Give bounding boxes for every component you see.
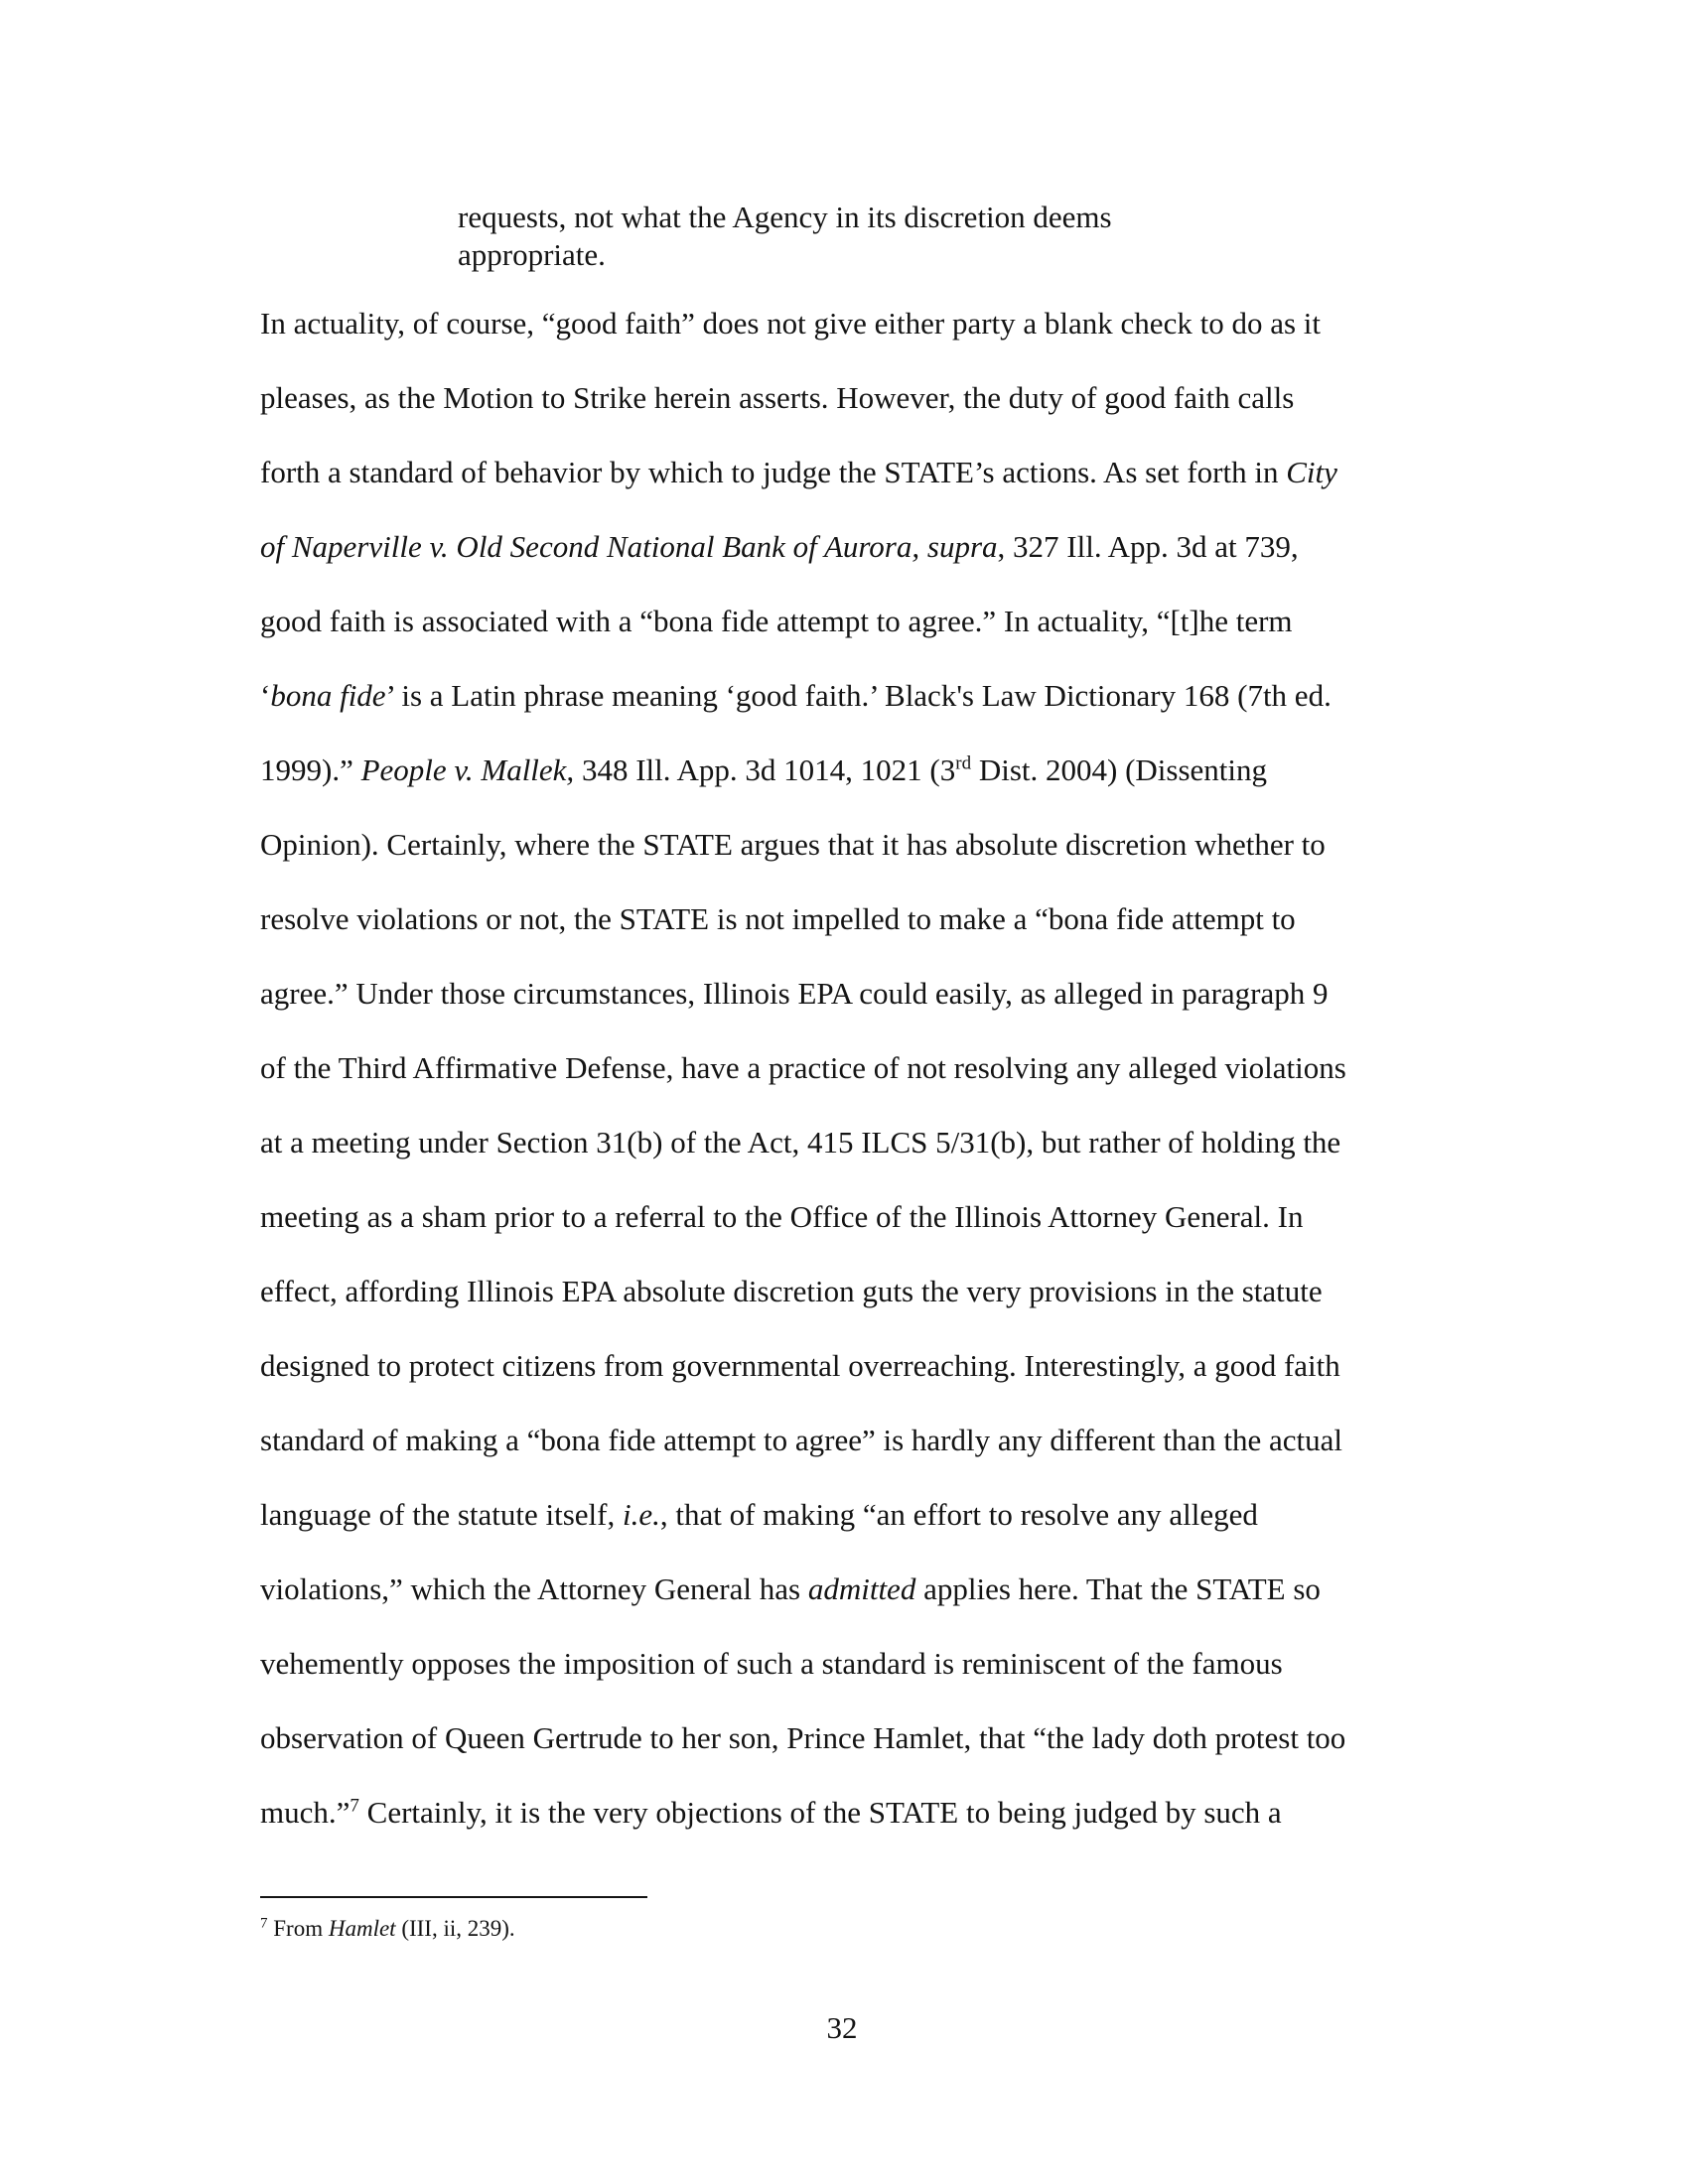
footnote-title: Hamlet — [328, 1916, 396, 1941]
italic-term: i.e. — [623, 1497, 660, 1532]
ordinal-suffix: rd — [955, 752, 972, 774]
body-text-run: 1999).” — [260, 752, 361, 787]
case-citation: City — [1286, 455, 1337, 489]
footnote-text: From — [267, 1916, 329, 1941]
footnote-text: (III, ii, 239). — [395, 1916, 515, 1941]
body-text-run: , that of making “an effort to resolve any alleged — [659, 1497, 1258, 1532]
body-text-run: forth a standard of behavior by which to judge the STATE’s actions. As set forth in — [260, 455, 1287, 489]
italic-term: admitted — [807, 1571, 916, 1606]
body-text-run: applies here. That the STATE so — [915, 1571, 1321, 1606]
body-text-run: violations,” which the Attorney General has — [260, 1571, 808, 1606]
block-quote-line: requests, not what the Agency in its discretion deems — [458, 200, 1112, 234]
body-paragraph — [260, 306, 1511, 1869]
block-quote-line: appropriate. — [458, 237, 606, 272]
body-line: vehemently opposes the imposition of such a standard is reminiscent of the famous — [260, 1646, 1283, 1681]
body-line: pleases, as the Motion to Strike herein asserts. However, the duty of good faith calls — [260, 380, 1295, 415]
body-line: designed to protect citizens from governmental overreaching. Interestingly, a good faith — [260, 1348, 1340, 1383]
body-line — [260, 678, 1511, 752]
body-line — [260, 455, 1511, 529]
body-line: effect, affording Illinois EPA absolute discretion guts the very provisions in the statute — [260, 1274, 1323, 1308]
body-line — [260, 1571, 1511, 1646]
body-text-run: Dist. 2004) (Dissenting — [971, 752, 1268, 787]
page-number: 32 — [826, 2010, 858, 2045]
block-quote — [458, 199, 1212, 274]
body-line: resolve violations or not, the STATE is not impelled to make a “bona fide attempt to — [260, 901, 1296, 936]
body-line — [260, 1795, 1511, 1869]
footnote-reference: 7 — [350, 1795, 359, 1817]
body-line — [260, 529, 1511, 604]
footnote — [260, 1914, 515, 1944]
body-line: good faith is associated with a “bona fide attempt to agree.” In actuality, “[t]he term — [260, 604, 1293, 638]
body-text-run: ’ is a Latin phrase meaning ‘good faith.’ Black's Law Dictionary 168 (7th ed. — [385, 678, 1332, 713]
body-line — [260, 1497, 1511, 1571]
body-line: Opinion). Certainly, where the STATE argues that it has absolute discretion whether to — [260, 827, 1326, 862]
footnote-marker: 7 — [260, 1915, 268, 1932]
footnote-separator — [260, 1896, 647, 1898]
italic-term: bona fide — [270, 678, 386, 713]
body-text-run: 348 Ill. App. 3d 1014, 1021 (3 — [574, 752, 956, 787]
body-text-run: Certainly, it is the very objections of the STATE to being judged by such a — [358, 1795, 1282, 1830]
body-line: at a meeting under Section 31(b) of the Act, 415 ILCS 5/31(b), but rather of holding the — [260, 1125, 1341, 1160]
case-citation: People v. Mallek, — [360, 752, 575, 787]
body-text-run: language of the statute itself, — [260, 1497, 623, 1532]
body-text-run: much.” — [260, 1795, 351, 1830]
body-text-run: , 327 Ill. App. 3d at 739, — [997, 529, 1299, 564]
body-line: In actuality, of course, “good faith” does not give either party a blank check to do as it — [260, 306, 1321, 341]
body-line: of the Third Affirmative Defense, have a practice of not resolving any alleged violations — [260, 1050, 1346, 1085]
body-line: observation of Queen Gertrude to her son, Prince Hamlet, that “the lady doth protest too — [260, 1720, 1346, 1755]
body-text-run: ‘ — [260, 678, 271, 713]
body-line — [260, 752, 1511, 827]
body-line: meeting as a sham prior to a referral to the Office of the Illinois Attorney General. In — [260, 1199, 1304, 1234]
body-line: agree.” Under those circumstances, Illinois EPA could easily, as alleged in paragraph 9 — [260, 976, 1329, 1011]
case-citation: of Naperville v. Old Second National Bank of Aurora, supra — [260, 529, 998, 564]
body-line: standard of making a “bona fide attempt to agree” is hardly any different than the actual — [260, 1423, 1343, 1457]
